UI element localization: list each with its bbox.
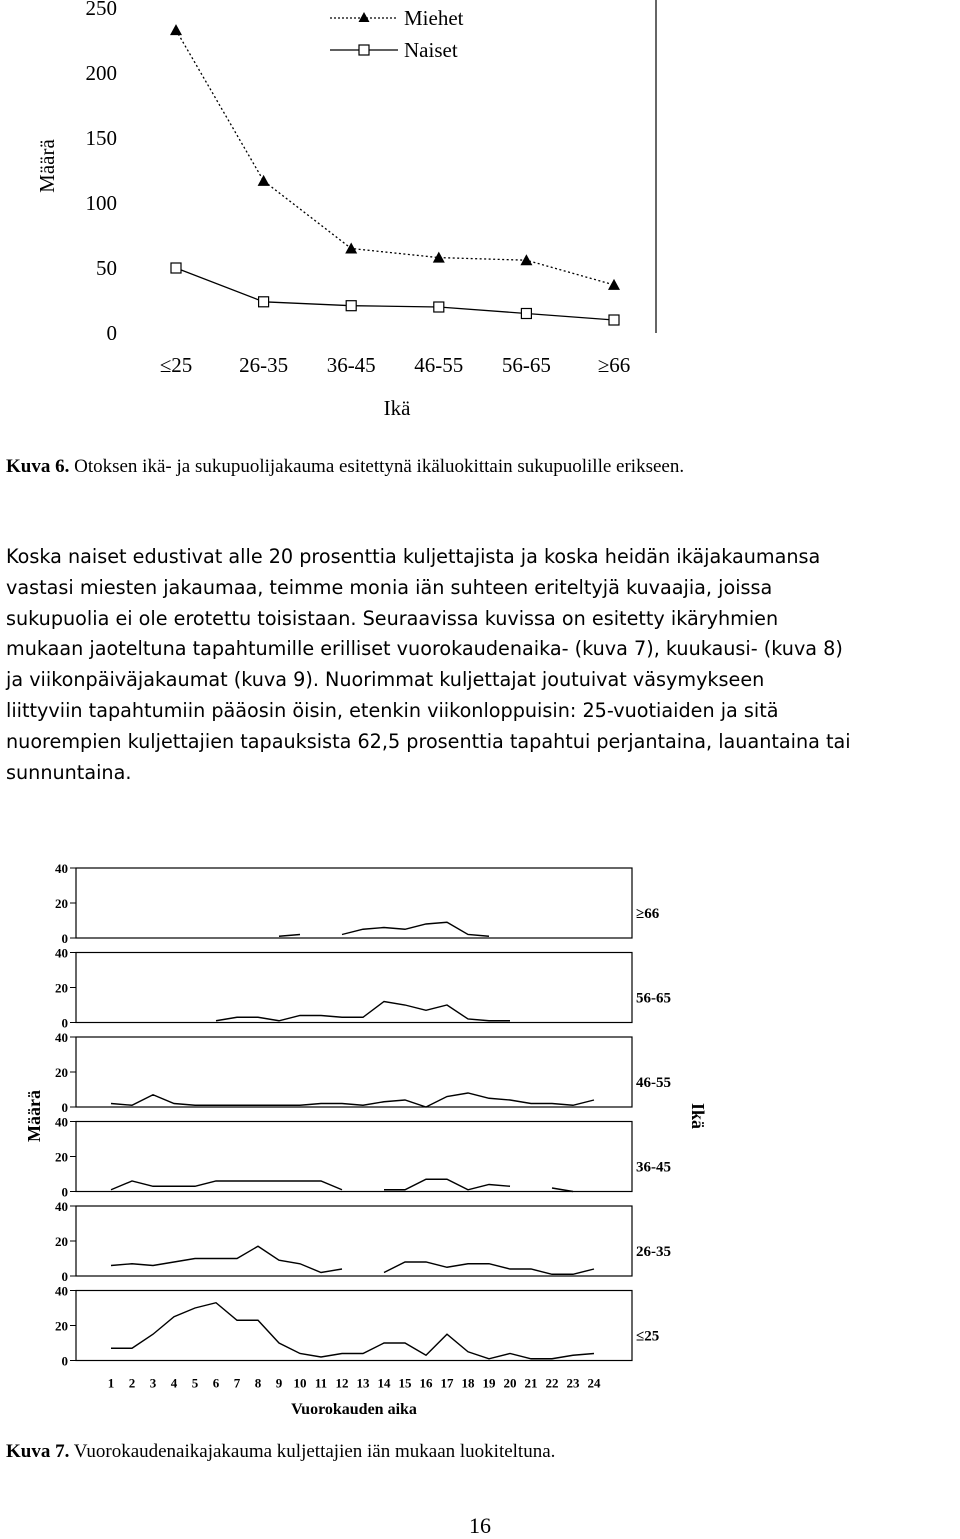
x-tick-label: 6 (212, 1375, 220, 1391)
y-tick-label: 0 (106, 321, 117, 345)
y-tick-label: 100 (85, 191, 117, 215)
y-tick-labels (86, 0, 118, 345)
x-tick-label: 10 (293, 1375, 307, 1391)
panel-frame (76, 1206, 632, 1276)
y-tick-label: 0 (61, 1015, 68, 1031)
figure-7-caption (6, 1441, 555, 1463)
x-tick-label: 3 (149, 1375, 157, 1391)
y-tick-label: 0 (61, 1353, 68, 1369)
y-tick-label: 20 (55, 896, 68, 911)
x-tick-label: ≥66 (597, 353, 631, 377)
x-tick-label: ≤25 (159, 353, 193, 377)
panels-group (55, 861, 671, 1369)
panel-5 (55, 1284, 659, 1369)
legend-miehet-marker (359, 12, 370, 22)
data-point-miehet (433, 252, 445, 263)
legend (330, 6, 464, 62)
data-point-naiset (259, 297, 269, 307)
panel-label: 26-35 (636, 1244, 671, 1260)
y-tick-label: 20 (55, 1318, 68, 1334)
y-tick-label: 20 (55, 1065, 68, 1080)
x-tick-label: 19 (482, 1375, 496, 1391)
panel-0 (55, 861, 660, 946)
data-point-miehet (258, 175, 270, 186)
y-tick-label: 0 (61, 1100, 68, 1115)
y-axis-label: Määrä (24, 1090, 44, 1142)
x-tick-label: 15 (398, 1375, 412, 1391)
panel-1 (55, 946, 671, 1031)
caption-label: Kuva 7. (6, 1441, 70, 1462)
legend-naiset-label: Naiset (404, 38, 458, 62)
paragraph-line: Koska naiset edustivat alle 20 prosenttia kuljettajista ja koska heidän ikäjakaumansa (6, 545, 821, 568)
paragraph-line: nuorempien kuljettajien tapauksista 62,5 prosenttia tapahtui perjantaina, lauantaina tai (6, 729, 851, 753)
y-tick-label: 40 (55, 945, 68, 961)
y-tick-label: 0 (61, 1269, 68, 1284)
panel-frame (76, 1291, 632, 1361)
x-tick-label: 18 (461, 1375, 475, 1391)
page-number: 16 (469, 1513, 491, 1538)
y-tick-label: 40 (55, 1283, 68, 1299)
x-tick-label: 46-55 (414, 353, 464, 377)
y-tick-label: 50 (96, 256, 117, 280)
panel-axis-label: Ikä (688, 1102, 708, 1130)
series-group (170, 24, 620, 325)
x-tick-label: 14 (377, 1375, 391, 1391)
panel-label: 46-55 (636, 1075, 671, 1091)
x-tick-label: 56-65 (501, 353, 551, 377)
data-point-naiset (609, 315, 619, 325)
legend-naiset-marker (359, 45, 369, 55)
x-tick-label: 26-35 (239, 353, 289, 377)
caption-text: Vuorokaudenaikajakauma kuljettajien iän mukaan luokiteltuna. (73, 1441, 556, 1462)
data-point-naiset (434, 302, 444, 312)
panel-label: ≤25 (636, 1328, 660, 1345)
age-gender-line-chart (0, 0, 960, 430)
y-tick-label: 40 (55, 861, 68, 876)
x-tick-label: 22 (545, 1375, 559, 1391)
panel-frame (76, 1037, 632, 1107)
y-tick-label: 20 (55, 980, 68, 996)
x-tick-label: 21 (524, 1375, 538, 1391)
paragraph-line: ja viikonpäiväjakaumat (kuva 9). Nuorimmat kuljettajat joutuivat väsymykseen (6, 668, 765, 692)
figure-6-caption (6, 456, 684, 478)
x-tick-label: 8 (254, 1375, 262, 1391)
data-point-miehet (608, 279, 620, 290)
y-tick-label: 20 (55, 1149, 68, 1165)
panel-frame (76, 953, 632, 1023)
panel-frame (76, 868, 632, 938)
data-point-naiset (521, 309, 531, 319)
y-tick-label: 0 (61, 1184, 68, 1200)
data-point-miehet (170, 24, 182, 35)
panel-2 (55, 1030, 671, 1115)
x-tick-label: 23 (566, 1375, 580, 1391)
panel-frame (76, 1122, 632, 1192)
x-axis-label: Vuorokauden aika (291, 1401, 417, 1418)
panel-4 (55, 1199, 671, 1284)
panel-label: ≥66 (636, 906, 660, 922)
x-tick-label: 20 (503, 1375, 517, 1391)
caption-label: Kuva 6. (6, 456, 70, 477)
data-point-miehet (520, 254, 532, 265)
panel-label: 36-45 (636, 1159, 671, 1176)
body-paragraph (6, 542, 960, 788)
y-axis-label: Määrä (35, 139, 59, 193)
x-tick-label: 16 (419, 1375, 433, 1391)
paragraph-line: vastasi miesten jakaumaa, teimme monia iän suhteen eriteltyjä kuvaajia, joissa (6, 575, 773, 599)
y-tick-label: 0 (61, 931, 68, 946)
paragraph-line: sukupuolia ei ole erotettu toisistaan. Seuraavissa kuvissa on esitetty ikäryhmien (6, 606, 779, 630)
x-tick-label: 4 (170, 1375, 178, 1391)
panel-label: 56-65 (636, 990, 671, 1007)
y-tick-label: 40 (55, 1030, 68, 1045)
paragraph-line: mukaan jaoteltuna tapahtumille erilliset vuorokaudenaika- (kuva 7), kuukausi- (kuva 8) (6, 637, 843, 661)
x-tick-label: 1 (107, 1375, 115, 1391)
x-tick-label: 11 (314, 1375, 328, 1391)
x-tick-labels (160, 353, 631, 377)
y-tick-label: 20 (55, 1234, 68, 1249)
data-point-miehet (345, 243, 357, 254)
y-tick-label: 150 (85, 126, 117, 150)
time-of-day-panel-chart (0, 858, 960, 1428)
x-tick-label: 24 (587, 1375, 601, 1391)
y-tick-label: 200 (85, 61, 117, 85)
paragraph-line: liittyviin tapahtumiin pääosin öisin, etenkin viikonloppuisin: 25-vuotiaiden ja sitä (6, 698, 779, 722)
paragraph-line: sunnuntaina. (6, 760, 132, 784)
y-tick-label: 250 (85, 0, 117, 20)
x-axis-label: Ikä (383, 396, 411, 420)
data-point-naiset (171, 263, 181, 273)
x-tick-label: 5 (191, 1375, 199, 1391)
x-tick-label: 7 (233, 1375, 241, 1391)
y-tick-label: 40 (55, 1114, 68, 1130)
x-tick-label: 2 (128, 1375, 136, 1391)
legend-miehet-label: Miehet (404, 6, 464, 30)
series-line-miehet (176, 30, 614, 285)
caption-text: Otoksen ikä- ja sukupuolijakauma esitettynä ikäluokittain sukupuolille erikseen. (74, 456, 685, 477)
data-point-naiset (346, 301, 356, 311)
y-tick-label: 40 (55, 1199, 68, 1214)
series-line-naiset (176, 268, 614, 320)
x-tick-label: 36-45 (326, 353, 376, 377)
x-tick-labels (108, 1376, 601, 1391)
x-tick-label: 12 (335, 1375, 349, 1391)
x-tick-label: 17 (440, 1375, 454, 1391)
x-tick-label: 9 (275, 1375, 283, 1391)
panel-3 (55, 1115, 671, 1200)
x-tick-label: 13 (356, 1375, 370, 1391)
